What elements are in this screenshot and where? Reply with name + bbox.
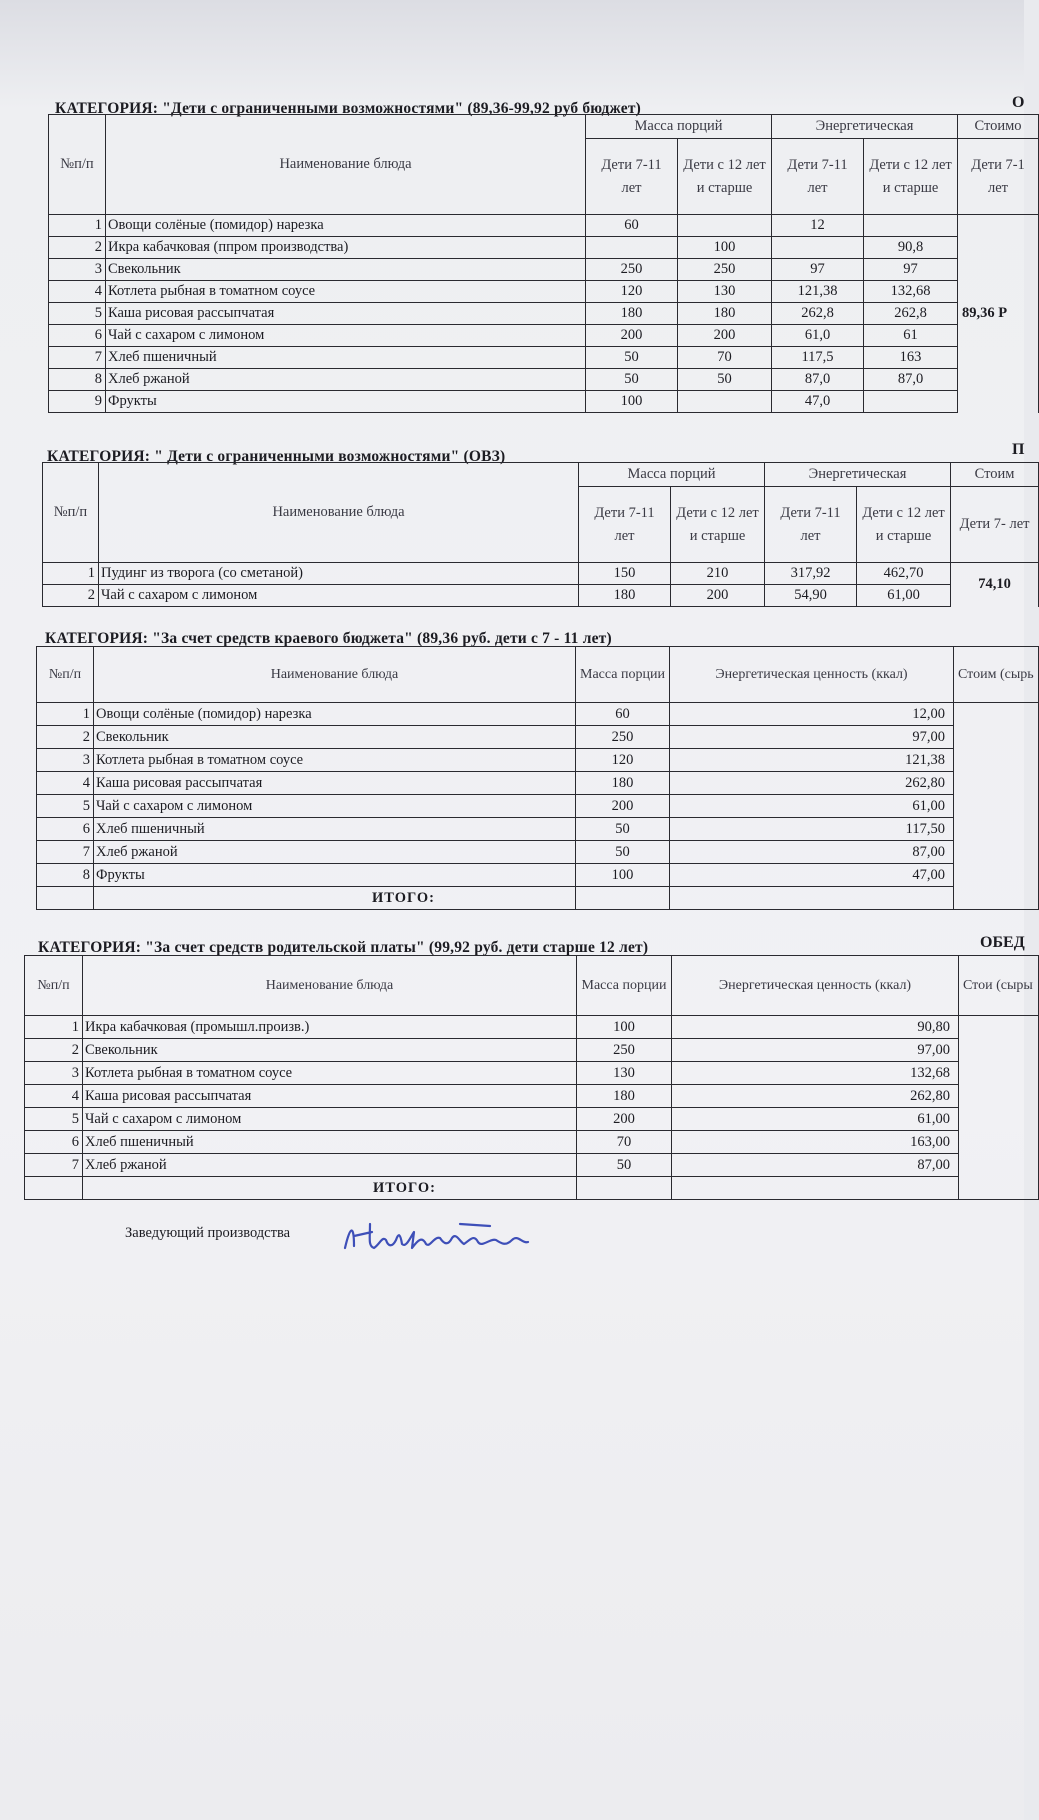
mass-kids-12: 200 (671, 585, 765, 607)
dish-name: Икра кабачковая (промышл.произв.) (83, 1016, 577, 1039)
energy-value: 87,00 (672, 1154, 959, 1177)
dish-name: Котлета рыбная в томатном соусе (83, 1062, 577, 1085)
header-kids-12: Дети с 12 лет и старше (678, 139, 772, 215)
mass-kids-12: 130 (678, 281, 772, 303)
mass-value: 50 (577, 1154, 672, 1177)
section1-title: КАТЕГОРИЯ: "Дети с ограниченными возможностями" (89,36-99,92 руб бюджет) (55, 100, 641, 117)
header-cost: Стои (сыры (959, 956, 1039, 1016)
energy-kids-12: 61 (864, 325, 958, 347)
row-number: 7 (25, 1154, 83, 1177)
energy-value: 90,80 (672, 1016, 959, 1039)
energy-value: 87,00 (670, 841, 954, 864)
table-row (25, 1085, 1039, 1108)
energy-kids-7-11: 97 (772, 259, 864, 281)
row-number: 6 (49, 325, 106, 347)
energy-kids-12: 87,0 (864, 369, 958, 391)
mass-kids-7-11: 180 (586, 303, 678, 325)
energy-value: 12,00 (670, 703, 954, 726)
table-row (49, 391, 1039, 413)
energy-value: 262,80 (672, 1085, 959, 1108)
header-energy: Энергетическая (772, 115, 958, 139)
energy-kids-7-11: 317,92 (765, 563, 857, 585)
energy-kids-12: 132,68 (864, 281, 958, 303)
section1-right-cut: О (1012, 94, 1025, 111)
row-number: 3 (25, 1062, 83, 1085)
row-number: 1 (43, 563, 99, 585)
cost-value: 89,36 Р (958, 215, 1039, 413)
table-row (37, 795, 1039, 818)
mass-kids-7-11: 200 (586, 325, 678, 347)
mass-value: 50 (576, 818, 670, 841)
table-row (43, 563, 1039, 585)
section2-title: КАТЕГОРИЯ: " Дети с ограниченными возможностями" (ОВЗ) (47, 448, 506, 465)
energy-value: 97,00 (670, 726, 954, 749)
dish-name: Фрукты (106, 391, 586, 413)
total-label: ИТОГО: (83, 1177, 577, 1200)
header-cost: Стоим (сырь (954, 647, 1039, 703)
energy-value: 262,80 (670, 772, 954, 795)
mass-value: 250 (576, 726, 670, 749)
row-number: 2 (43, 585, 99, 607)
total-energy (670, 887, 954, 910)
table-row (25, 1154, 1039, 1177)
dish-name: Чай с сахаром с лимоном (94, 795, 576, 818)
mass-kids-7-11: 100 (586, 391, 678, 413)
mass-kids-7-11: 50 (586, 347, 678, 369)
mass-value: 70 (577, 1131, 672, 1154)
row-number: 8 (37, 864, 94, 887)
row-number: 4 (25, 1085, 83, 1108)
row-number: 8 (49, 369, 106, 391)
table-row (37, 749, 1039, 772)
total-empty (25, 1177, 83, 1200)
row-number: 2 (49, 237, 106, 259)
section3-table (36, 646, 1039, 910)
header-name: Наименование блюда (94, 647, 576, 703)
row-number: 9 (49, 391, 106, 413)
section2-right-cut: П (1012, 441, 1025, 458)
mass-value: 130 (577, 1062, 672, 1085)
table-row (49, 325, 1039, 347)
row-number: 7 (49, 347, 106, 369)
dish-name: Чай с сахаром с лимоном (99, 585, 579, 607)
section4-right-cut: ОБЕД (980, 934, 1025, 951)
header-name: Наименование блюда (99, 463, 579, 563)
table-row (49, 347, 1039, 369)
header-kids-12: Дети с 12 лет и старше (864, 139, 958, 215)
header-kids-7-11: Дети 7-11 лет (772, 139, 864, 215)
energy-kids-12: 262,8 (864, 303, 958, 325)
header-num: №п/п (37, 647, 94, 703)
mass-kids-12: 100 (678, 237, 772, 259)
energy-kids-7-11: 47,0 (772, 391, 864, 413)
row-number: 3 (49, 259, 106, 281)
header-kids-7-11: Дети 7-11 лет (586, 139, 678, 215)
header-name: Наименование блюда (83, 956, 577, 1016)
energy-value: 47,00 (670, 864, 954, 887)
mass-kids-12: 50 (678, 369, 772, 391)
energy-value: 61,00 (670, 795, 954, 818)
mass-kids-12 (678, 215, 772, 237)
table-row (37, 841, 1039, 864)
dish-name: Хлеб ржаной (83, 1154, 577, 1177)
energy-value: 121,38 (670, 749, 954, 772)
header-mass: Масса порций (579, 463, 765, 487)
energy-kids-7-11: 61,0 (772, 325, 864, 347)
table-row (37, 726, 1039, 749)
mass-value: 180 (576, 772, 670, 795)
header-energy: Энергетическая ценность (ккал) (670, 647, 954, 703)
energy-kids-7-11: 117,5 (772, 347, 864, 369)
row-number: 3 (37, 749, 94, 772)
energy-kids-7-11: 54,90 (765, 585, 857, 607)
table-row (25, 1131, 1039, 1154)
energy-value: 163,00 (672, 1131, 959, 1154)
section2-table (42, 462, 1039, 607)
energy-kids-12: 90,8 (864, 237, 958, 259)
dish-name: Хлеб пшеничный (106, 347, 586, 369)
total-row (25, 1177, 1039, 1200)
dish-name: Чай с сахаром с лимоном (83, 1108, 577, 1131)
dish-name: Фрукты (94, 864, 576, 887)
mass-kids-12: 180 (678, 303, 772, 325)
header-kids-12: Дети с 12 лет и старше (671, 487, 765, 563)
row-number: 4 (49, 281, 106, 303)
energy-kids-12: 97 (864, 259, 958, 281)
section4-table (24, 955, 1039, 1200)
mass-value: 60 (576, 703, 670, 726)
total-row (37, 887, 1039, 910)
mass-kids-12: 70 (678, 347, 772, 369)
table-row (43, 585, 1039, 607)
mass-kids-7-11: 50 (586, 369, 678, 391)
mass-kids-7-11: 120 (586, 281, 678, 303)
energy-value: 97,00 (672, 1039, 959, 1062)
mass-kids-12: 200 (678, 325, 772, 347)
header-energy: Энергетическая ценность (ккал) (672, 956, 959, 1016)
dish-name: Свекольник (83, 1039, 577, 1062)
energy-kids-12 (864, 215, 958, 237)
dish-name: Котлета рыбная в томатном соусе (94, 749, 576, 772)
table-row (37, 703, 1039, 726)
header-cost-kids: Дети 7- лет (951, 487, 1039, 563)
signature-image (340, 1218, 590, 1258)
energy-value: 117,50 (670, 818, 954, 841)
dish-name: Хлеб пшеничный (83, 1131, 577, 1154)
table-row (49, 259, 1039, 281)
table-row (25, 1062, 1039, 1085)
row-number: 1 (25, 1016, 83, 1039)
header-cost: Стоим (951, 463, 1039, 487)
total-mass (577, 1177, 672, 1200)
dish-name: Каша рисовая рассыпчатая (94, 772, 576, 795)
table-row (49, 303, 1039, 325)
cost-cell (959, 1016, 1039, 1200)
table-row (25, 1108, 1039, 1131)
dish-name: Чай с сахаром с лимоном (106, 325, 586, 347)
total-empty (37, 887, 94, 910)
energy-kids-12: 163 (864, 347, 958, 369)
section1-table (48, 114, 1039, 413)
section3-title: КАТЕГОРИЯ: "За счет средств краевого бюджета" (89,36 руб. дети с 7 - 11 лет) (45, 630, 612, 647)
table-row (49, 215, 1039, 237)
header-energy: Энергетическая (765, 463, 951, 487)
header-num: №п/п (43, 463, 99, 563)
energy-kids-7-11: 121,38 (772, 281, 864, 303)
row-number: 2 (37, 726, 94, 749)
table-row (37, 772, 1039, 795)
table-row (49, 369, 1039, 391)
dish-name: Каша рисовая рассыпчатая (83, 1085, 577, 1108)
mass-kids-7-11 (586, 237, 678, 259)
mass-value: 120 (576, 749, 670, 772)
row-number: 6 (25, 1131, 83, 1154)
dish-name: Свекольник (94, 726, 576, 749)
header-mass: Масса порции (576, 647, 670, 703)
header-kids-12: Дети с 12 лет и старше (857, 487, 951, 563)
mass-kids-7-11: 180 (579, 585, 671, 607)
table-row (37, 864, 1039, 887)
energy-kids-12: 462,70 (857, 563, 951, 585)
mass-value: 250 (577, 1039, 672, 1062)
table-row (25, 1016, 1039, 1039)
header-num: №п/п (49, 115, 106, 215)
energy-kids-7-11 (772, 237, 864, 259)
mass-kids-7-11: 150 (579, 563, 671, 585)
dish-name: Овощи солёные (помидор) нарезка (106, 215, 586, 237)
cost-cell (954, 703, 1039, 910)
mass-value: 180 (577, 1085, 672, 1108)
header-mass: Масса порции (577, 956, 672, 1016)
mass-kids-7-11: 60 (586, 215, 678, 237)
total-label: ИТОГО: (94, 887, 576, 910)
mass-value: 100 (576, 864, 670, 887)
mass-value: 200 (576, 795, 670, 818)
cost-value: 74,10 (951, 563, 1039, 607)
header-kids-7-11: Дети 7-11 лет (765, 487, 857, 563)
energy-kids-7-11: 12 (772, 215, 864, 237)
energy-kids-7-11: 262,8 (772, 303, 864, 325)
energy-value: 132,68 (672, 1062, 959, 1085)
header-cost-kids: Дети 7-1 лет (958, 139, 1039, 215)
dish-name: Икра кабачковая (ппром производства) (106, 237, 586, 259)
mass-kids-12: 210 (671, 563, 765, 585)
dish-name: Каша рисовая рассыпчатая (106, 303, 586, 325)
dish-name: Хлеб пшеничный (94, 818, 576, 841)
dish-name: Хлеб ржаной (106, 369, 586, 391)
mass-value: 50 (576, 841, 670, 864)
header-num: №п/п (25, 956, 83, 1016)
total-energy (672, 1177, 959, 1200)
footer-label: Заведующий производства (125, 1225, 291, 1241)
row-number: 1 (49, 215, 106, 237)
dish-name: Пудинг из творога (со сметаной) (99, 563, 579, 585)
mass-kids-12: 250 (678, 259, 772, 281)
header-mass: Масса порций (586, 115, 772, 139)
mass-kids-12 (678, 391, 772, 413)
energy-kids-12: 61,00 (857, 585, 951, 607)
table-row (49, 281, 1039, 303)
header-cost: Стоимо (958, 115, 1039, 139)
energy-value: 61,00 (672, 1108, 959, 1131)
row-number: 5 (49, 303, 106, 325)
mass-value: 100 (577, 1016, 672, 1039)
dish-name: Свекольник (106, 259, 586, 281)
energy-kids-7-11: 87,0 (772, 369, 864, 391)
header-name: Наименование блюда (106, 115, 586, 215)
dish-name: Котлета рыбная в томатном соусе (106, 281, 586, 303)
table-row (49, 237, 1039, 259)
row-number: 7 (37, 841, 94, 864)
header-kids-7-11: Дети 7-11 лет (579, 487, 671, 563)
table-row (25, 1039, 1039, 1062)
mass-value: 200 (577, 1108, 672, 1131)
row-number: 5 (37, 795, 94, 818)
energy-kids-12 (864, 391, 958, 413)
mass-kids-7-11: 250 (586, 259, 678, 281)
row-number: 6 (37, 818, 94, 841)
dish-name: Овощи солёные (помидор) нарезка (94, 703, 576, 726)
row-number: 5 (25, 1108, 83, 1131)
table-row (37, 818, 1039, 841)
dish-name: Хлеб ржаной (94, 841, 576, 864)
total-mass (576, 887, 670, 910)
row-number: 1 (37, 703, 94, 726)
row-number: 2 (25, 1039, 83, 1062)
section4-title: КАТЕГОРИЯ: "За счет средств родительской платы" (99,92 руб. дети старше 12 лет) (38, 939, 649, 956)
row-number: 4 (37, 772, 94, 795)
